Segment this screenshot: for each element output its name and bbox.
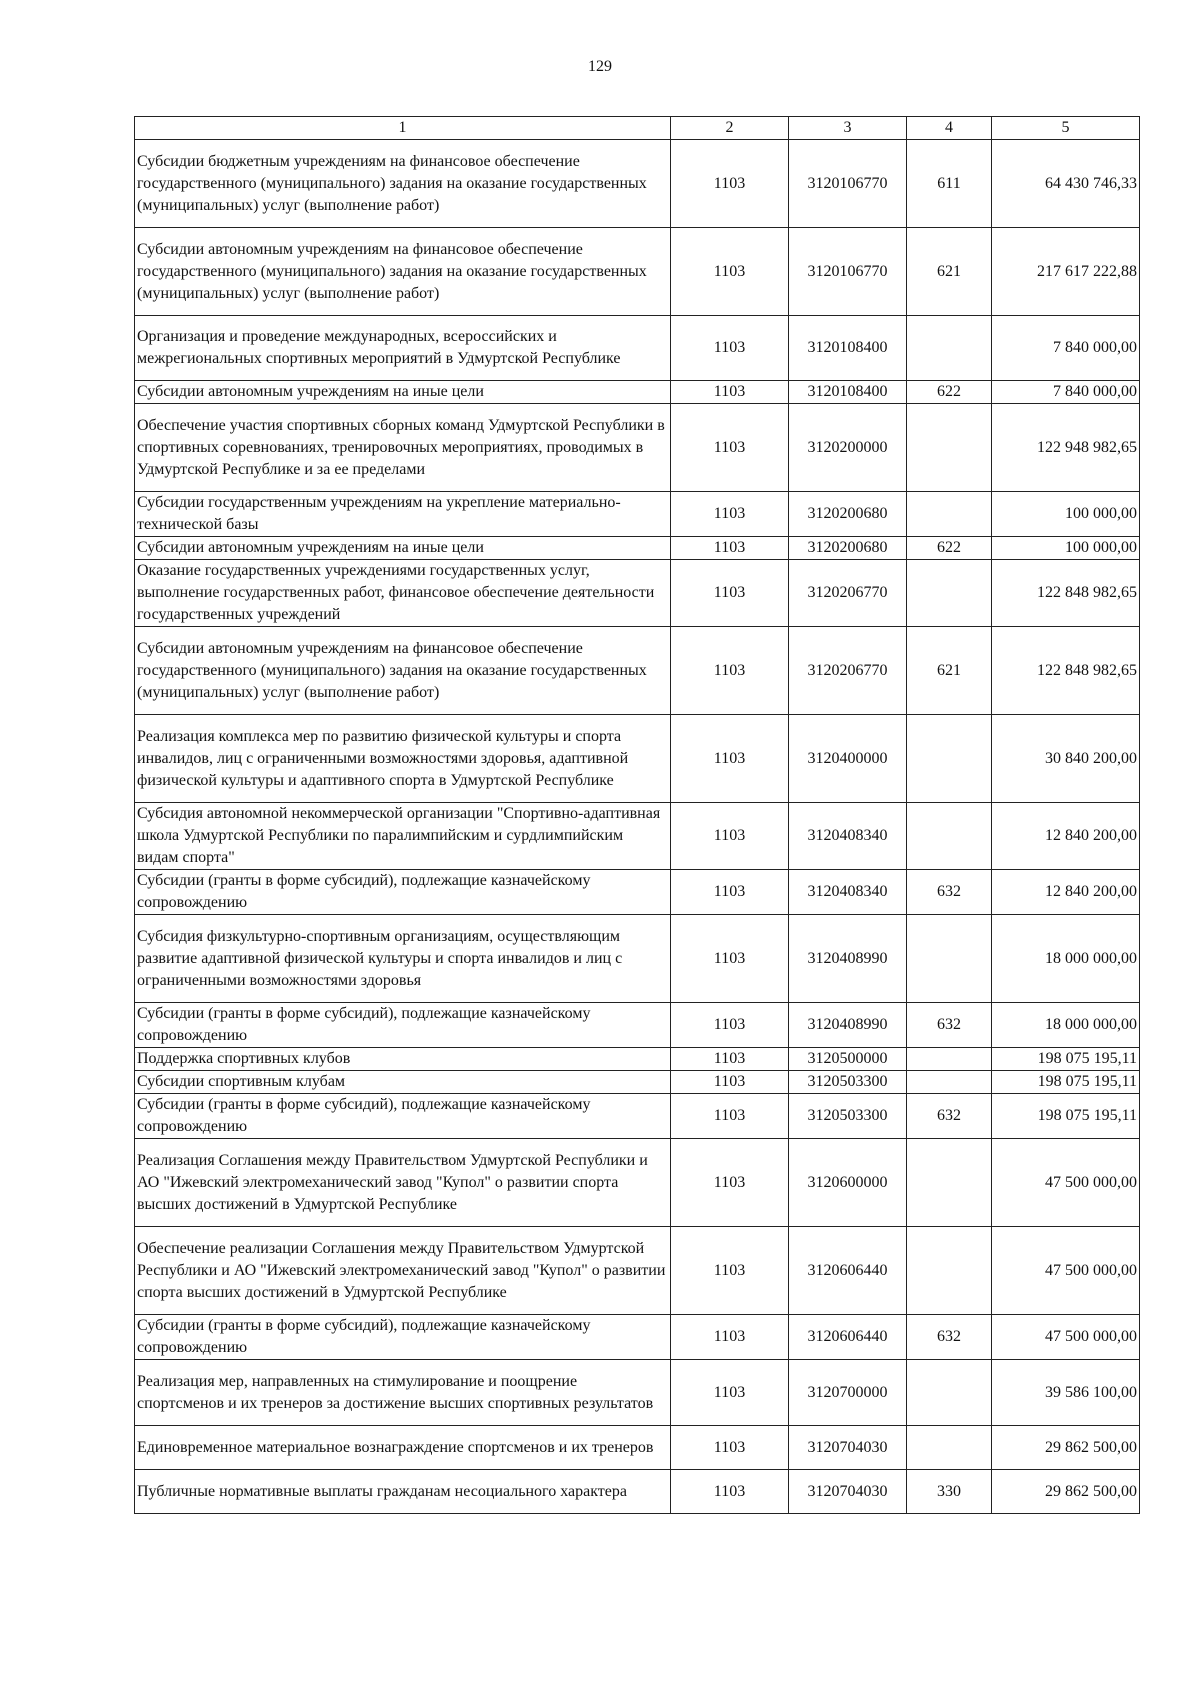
row-name: Субсидии (гранты в форме субсидий), подлежащие казначейскому сопровождению [135, 1003, 671, 1048]
row-code: 3120206770 [789, 560, 907, 627]
row-name: Субсидии государственным учреждениям на укрепление материально-технической базы [135, 492, 671, 537]
table-row [135, 1227, 1140, 1315]
row-type [907, 1360, 992, 1426]
row-code: 3120704030 [789, 1426, 907, 1470]
row-sum: 7 840 000,00 [992, 381, 1140, 404]
row-section: 1103 [671, 1071, 789, 1094]
row-sum: 30 840 200,00 [992, 715, 1140, 803]
row-code: 3120200000 [789, 404, 907, 492]
row-type: 632 [907, 870, 992, 915]
row-name: Субсидия физкультурно-спортивным организациям, осуществляющим развитие адаптивной физической культуры и спорта инвалидов и лиц с ограниченными возможностями здоровья [135, 915, 671, 1003]
header-row [135, 117, 1140, 140]
row-sum: 122 948 982,65 [992, 404, 1140, 492]
row-name: Обеспечение реализации Соглашения между Правительством Удмуртской Республики и АО "Ижевский электромеханический завод "Купол" о развитии спорта высших достижений в Удмуртской Республике [135, 1227, 671, 1315]
table-row [135, 537, 1140, 560]
row-code: 3120606440 [789, 1227, 907, 1315]
header-col-5: 5 [992, 117, 1140, 140]
row-sum: 122 848 982,65 [992, 560, 1140, 627]
row-section: 1103 [671, 1360, 789, 1426]
row-name: Субсидии (гранты в форме субсидий), подлежащие казначейскому сопровождению [135, 870, 671, 915]
row-type: 330 [907, 1470, 992, 1514]
table-row [135, 492, 1140, 537]
row-type [907, 915, 992, 1003]
row-name: Субсидии спортивным клубам [135, 1071, 671, 1094]
table-row [135, 1315, 1140, 1360]
table-row [135, 1071, 1140, 1094]
row-code: 3120200680 [789, 537, 907, 560]
row-name: Реализация мер, направленных на стимулирование и поощрение спортсменов и их тренеров за достижение высших спортивных результатов [135, 1360, 671, 1426]
row-section: 1103 [671, 404, 789, 492]
row-type: 621 [907, 627, 992, 715]
budget-table [134, 116, 1140, 1514]
row-code: 3120503300 [789, 1071, 907, 1094]
row-type: 611 [907, 140, 992, 228]
row-code: 3120600000 [789, 1139, 907, 1227]
row-name: Реализация комплекса мер по развитию физической культуры и спорта инвалидов, лиц с ограниченными возможностями здоровья, адаптивной физической культуры и адаптивного спорта в Удмуртской Республике [135, 715, 671, 803]
row-name: Субсидии бюджетным учреждениям на финансовое обеспечение государственного (муниципального) задания на оказание государственных (муниципальных) услуг (выполнение работ) [135, 140, 671, 228]
row-name: Субсидии (гранты в форме субсидий), подлежащие казначейскому сопровождению [135, 1315, 671, 1360]
page-number: 129 [588, 58, 612, 75]
table-row [135, 1360, 1140, 1426]
row-section: 1103 [671, 1227, 789, 1315]
row-sum: 64 430 746,33 [992, 140, 1140, 228]
row-type: 632 [907, 1094, 992, 1139]
row-name: Реализация Соглашения между Правительством Удмуртской Республики и АО "Ижевский электромеханический завод "Купол" о развитии спорта высших достижений в Удмуртской Республике [135, 1139, 671, 1227]
row-section: 1103 [671, 1003, 789, 1048]
table-row [135, 803, 1140, 870]
row-type [907, 492, 992, 537]
row-code: 3120408990 [789, 1003, 907, 1048]
row-section: 1103 [671, 915, 789, 1003]
row-section: 1103 [671, 537, 789, 560]
row-code: 3120408340 [789, 803, 907, 870]
table-row [135, 1139, 1140, 1227]
table-row [135, 381, 1140, 404]
row-section: 1103 [671, 1470, 789, 1514]
table-row [135, 627, 1140, 715]
row-name: Субсидии автономным учреждениям на финансовое обеспечение государственного (муниципального) задания на оказание государственных (муниципальных) услуг (выполнение работ) [135, 627, 671, 715]
row-section: 1103 [671, 140, 789, 228]
row-name: Поддержка спортивных клубов [135, 1048, 671, 1071]
row-sum: 100 000,00 [992, 537, 1140, 560]
table-row [135, 870, 1140, 915]
row-section: 1103 [671, 1139, 789, 1227]
row-sum: 122 848 982,65 [992, 627, 1140, 715]
header-col-3: 3 [789, 117, 907, 140]
row-section: 1103 [671, 316, 789, 381]
row-code: 3120206770 [789, 627, 907, 715]
row-code: 3120400000 [789, 715, 907, 803]
table-row [135, 715, 1140, 803]
row-type [907, 1227, 992, 1315]
row-type [907, 1071, 992, 1094]
row-sum: 18 000 000,00 [992, 915, 1140, 1003]
row-code: 3120408990 [789, 915, 907, 1003]
row-sum: 100 000,00 [992, 492, 1140, 537]
table-row [135, 316, 1140, 381]
table-row [135, 1470, 1140, 1514]
row-sum: 217 617 222,88 [992, 228, 1140, 316]
row-sum: 18 000 000,00 [992, 1003, 1140, 1048]
table-row [135, 228, 1140, 316]
row-section: 1103 [671, 1094, 789, 1139]
row-type [907, 1139, 992, 1227]
row-sum: 47 500 000,00 [992, 1315, 1140, 1360]
row-sum: 29 862 500,00 [992, 1426, 1140, 1470]
row-sum: 7 840 000,00 [992, 316, 1140, 381]
row-name: Организация и проведение международных, всероссийских и межрегиональных спортивных мероприятий в Удмуртской Республике [135, 316, 671, 381]
table-row [135, 1094, 1140, 1139]
row-sum: 47 500 000,00 [992, 1227, 1140, 1315]
row-type [907, 316, 992, 381]
table-row [135, 140, 1140, 228]
table-row [135, 1048, 1140, 1071]
table-row [135, 1426, 1140, 1470]
row-sum: 12 840 200,00 [992, 870, 1140, 915]
row-name: Обеспечение участия спортивных сборных команд Удмуртской Республики в спортивных соревнованиях, тренировочных мероприятиях, проводимых в Удмуртской Республике и за ее пределами [135, 404, 671, 492]
row-name: Оказание государственных учреждениями государственных услуг, выполнение государственных работ, финансовое обеспечение деятельности государственных учреждений [135, 560, 671, 627]
row-section: 1103 [671, 627, 789, 715]
row-sum: 47 500 000,00 [992, 1139, 1140, 1227]
row-section: 1103 [671, 1426, 789, 1470]
header-col-4: 4 [907, 117, 992, 140]
row-code: 3120108400 [789, 316, 907, 381]
row-sum: 198 075 195,11 [992, 1048, 1140, 1071]
row-code: 3120700000 [789, 1360, 907, 1426]
row-name: Публичные нормативные выплаты гражданам несоциального характера [135, 1470, 671, 1514]
row-name: Субсидии (гранты в форме субсидий), подлежащие казначейскому сопровождению [135, 1094, 671, 1139]
row-name: Субсидии автономным учреждениям на иные цели [135, 537, 671, 560]
row-section: 1103 [671, 1048, 789, 1071]
row-name: Субсидии автономным учреждениям на финансовое обеспечение государственного (муниципального) задания на оказание государственных (муниципальных) услуг (выполнение работ) [135, 228, 671, 316]
table-row [135, 915, 1140, 1003]
row-type: 622 [907, 537, 992, 560]
row-section: 1103 [671, 492, 789, 537]
row-sum: 198 075 195,11 [992, 1094, 1140, 1139]
row-code: 3120606440 [789, 1315, 907, 1360]
row-code: 3120503300 [789, 1094, 907, 1139]
header-col-2: 2 [671, 117, 789, 140]
row-code: 3120704030 [789, 1470, 907, 1514]
row-section: 1103 [671, 715, 789, 803]
row-code: 3120200680 [789, 492, 907, 537]
row-name: Субсидии автономным учреждениям на иные цели [135, 381, 671, 404]
table-row [135, 404, 1140, 492]
row-section: 1103 [671, 228, 789, 316]
row-section: 1103 [671, 870, 789, 915]
row-type [907, 803, 992, 870]
row-type [907, 560, 992, 627]
row-code: 3120408340 [789, 870, 907, 915]
row-section: 1103 [671, 560, 789, 627]
row-type [907, 1426, 992, 1470]
row-sum: 12 840 200,00 [992, 803, 1140, 870]
table-row [135, 1003, 1140, 1048]
row-type [907, 715, 992, 803]
row-type: 621 [907, 228, 992, 316]
row-name: Субсидия автономной некоммерческой организации "Спортивно-адаптивная школа Удмуртской Республики по паралимпийским и сурдлимпийским видам спорта" [135, 803, 671, 870]
row-name: Единовременное материальное вознаграждение спортсменов и их тренеров [135, 1426, 671, 1470]
row-sum: 198 075 195,11 [992, 1071, 1140, 1094]
table-row [135, 560, 1140, 627]
row-type: 622 [907, 381, 992, 404]
row-code: 3120108400 [789, 381, 907, 404]
row-section: 1103 [671, 803, 789, 870]
row-code: 3120106770 [789, 140, 907, 228]
row-type: 632 [907, 1003, 992, 1048]
row-type [907, 404, 992, 492]
row-section: 1103 [671, 1315, 789, 1360]
row-code: 3120500000 [789, 1048, 907, 1071]
header-col-1: 1 [135, 117, 671, 140]
row-code: 3120106770 [789, 228, 907, 316]
row-type [907, 1048, 992, 1071]
row-sum: 39 586 100,00 [992, 1360, 1140, 1426]
row-section: 1103 [671, 381, 789, 404]
row-type: 632 [907, 1315, 992, 1360]
row-sum: 29 862 500,00 [992, 1470, 1140, 1514]
